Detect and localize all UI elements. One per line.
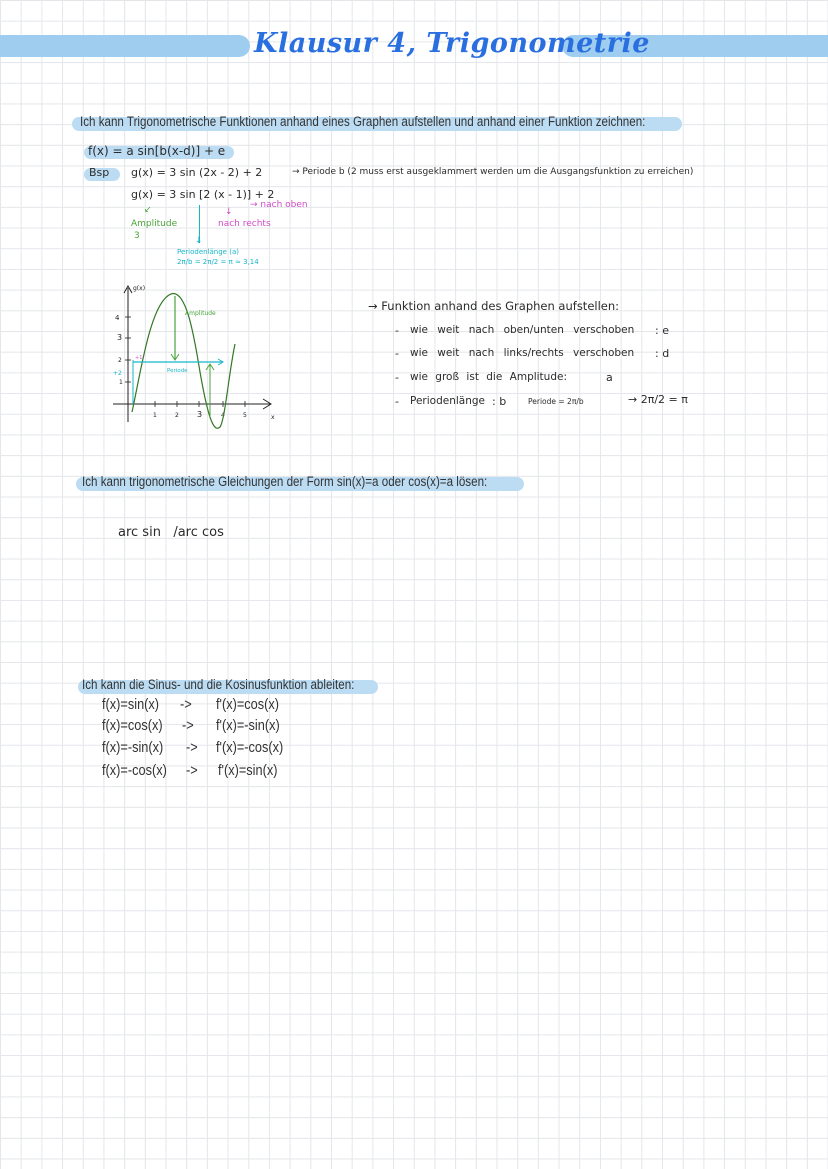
arc-functions: arc sin /arc cos xyxy=(118,525,224,540)
step-text-3: wie groß ist die Amplitude: xyxy=(410,371,567,383)
periode-result: → 2π/2 = π xyxy=(628,393,688,406)
derivative-f-1: f(x)=sin(x) xyxy=(102,696,160,713)
step-text-2: wie weit nach links/rechts verschoben xyxy=(410,347,635,359)
x-tick-4: 4 xyxy=(221,412,225,419)
periode-label: Periode xyxy=(167,368,188,374)
step-value-2: : d xyxy=(655,347,670,360)
example-function-2: g(x) = 3 sin [2 (x - 1)] + 2 xyxy=(131,188,275,201)
step-text-4: Periodenlänge xyxy=(410,395,485,407)
periode-down-arrow-icon: ↓ xyxy=(195,236,203,246)
example-function-1: g(x) = 3 sin (2x - 2) + 2 xyxy=(131,166,263,179)
step-value-1: : e xyxy=(655,324,669,337)
derivative-d-2: f'(x)=-sin(x) xyxy=(216,717,280,734)
step-bullet-3: - xyxy=(395,371,399,384)
derivative-d-4: f'(x)=sin(x) xyxy=(218,762,278,779)
y-tick-2: 2 xyxy=(118,357,122,364)
nach-rechts-note: nach rechts xyxy=(218,219,271,229)
example-label: Bsp xyxy=(89,166,110,179)
amplitude-label: Amplitude xyxy=(185,310,216,317)
derivative-d-1: f'(x)=cos(x) xyxy=(216,696,280,713)
derivative-f-3: f(x)=-sin(x) xyxy=(102,739,164,756)
amplitude-value: 3 xyxy=(134,231,140,241)
sine-curve xyxy=(132,294,235,429)
y-tick-plus2: +2 xyxy=(113,370,122,377)
section2-heading: Ich kann trigonometrische Gleichungen der Form sin(x)=a oder cos(x)=a lösen: xyxy=(82,474,488,489)
periode-formula: Periode = 2π/b xyxy=(528,397,584,406)
step-text-1: wie weit nach oben/unten verschoben xyxy=(410,324,635,336)
step-value-4: : b xyxy=(492,395,507,408)
down-arrow-icon: ↓ xyxy=(225,207,233,217)
step-bullet-1: - xyxy=(395,324,399,337)
general-formula: f(x) = a sin[b(x-d)] + e xyxy=(88,144,226,158)
section3-heading: Ich kann die Sinus- und die Kosinusfunktion ableiten: xyxy=(82,677,355,692)
section1-heading: Ich kann Trigonometrische Funktionen anhand eines Graphen aufstellen und anhand einer Funktion zeichnen: xyxy=(80,114,646,129)
page-title: Klausur 4, Trigonometrie xyxy=(254,28,650,59)
amplitude-note: Amplitude xyxy=(131,219,178,229)
y-axis-label: g(x) xyxy=(133,285,146,292)
step-bullet-2: - xyxy=(395,347,399,360)
nach-oben-note: → nach oben xyxy=(250,200,308,210)
periodenlaenge-formula: 2π/b = 2π/2 = π ≈ 3,14 xyxy=(177,258,259,266)
y-tick-3: 3 xyxy=(117,333,123,342)
derivative-arrow-1: -> xyxy=(180,696,192,713)
derivative-f-2: f(x)=cos(x) xyxy=(102,717,163,734)
derivative-arrow-2: -> xyxy=(182,717,194,734)
sine-graph xyxy=(105,282,285,432)
down-left-arrow-icon: ↙ xyxy=(144,205,152,215)
derivative-f-4: f(x)=-cos(x) xyxy=(102,762,167,779)
y-tick-4: 4 xyxy=(115,314,120,322)
x-tick-5: 5 xyxy=(243,412,247,419)
example-note: → Periode b (2 muss erst ausgeklammert werden um die Ausgangsfunktion zu erreichen) xyxy=(292,167,694,177)
x-tick-1: 1 xyxy=(153,412,157,419)
periodenlaenge-note: Periodenlänge (a) xyxy=(177,248,239,256)
y-tick-1: 1 xyxy=(119,379,123,386)
steps-heading: → Funktion anhand des Graphen aufstellen: xyxy=(368,299,620,313)
derivative-arrow-3: -> xyxy=(186,739,198,756)
x-axis-label: x xyxy=(271,414,275,421)
title-banner-left xyxy=(0,35,250,57)
step-value-3: a xyxy=(606,371,613,384)
derivative-d-3: f'(x)=-cos(x) xyxy=(216,739,284,756)
x-tick-2: 2 xyxy=(175,412,179,419)
shift-label: +1 xyxy=(135,355,143,361)
step-bullet-4: - xyxy=(395,395,399,408)
derivative-arrow-4: -> xyxy=(186,762,198,779)
x-tick-3: 3 xyxy=(197,410,203,419)
